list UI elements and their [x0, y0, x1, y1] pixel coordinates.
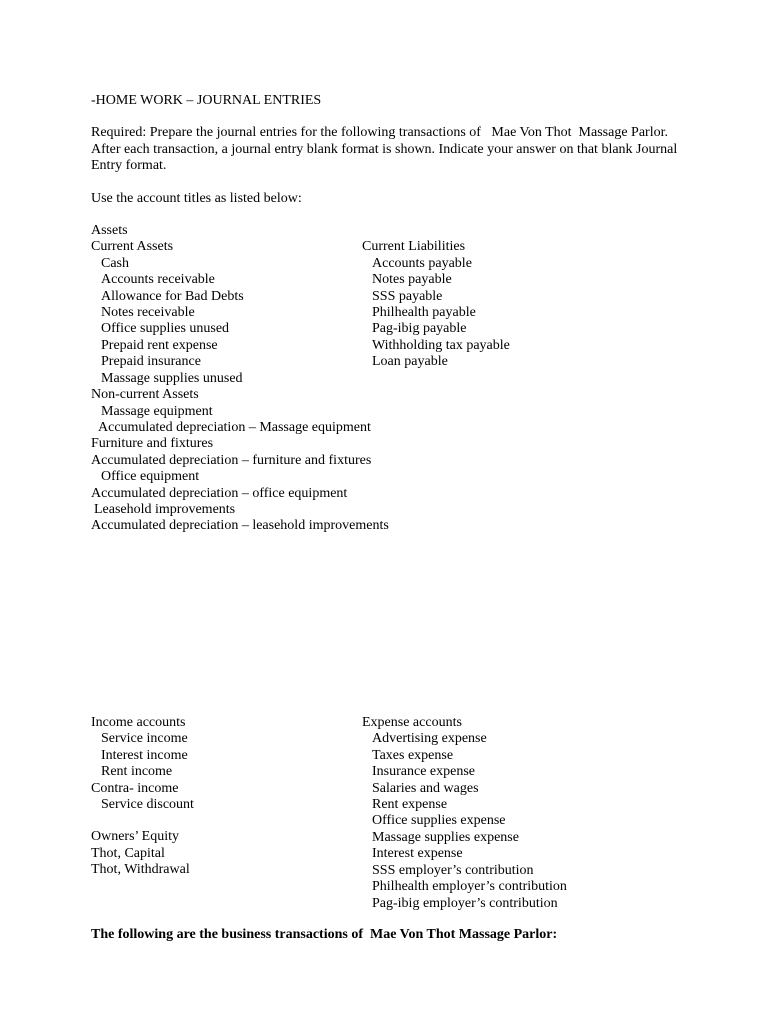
- document-page: [91, 93, 711, 943]
- account-item: Interest income: [101, 747, 188, 763]
- account-item: Philhealth employer’s contribution: [372, 879, 567, 895]
- account-item: SSS employer’s contribution: [372, 862, 534, 878]
- requirement-line: Required: Prepare the journal entries for the following transactions of Mae Von Thot Massage Parlor.: [91, 125, 668, 141]
- account-item: SSS payable: [372, 288, 443, 304]
- account-item: Taxes expense: [372, 747, 454, 763]
- assets-title: Assets: [91, 223, 128, 239]
- account-item: Insurance expense: [372, 764, 476, 780]
- account-item: Accumulated depreciation – office equipment: [91, 485, 348, 501]
- account-item: Loan payable: [372, 354, 448, 370]
- account-item: Salaries and wages: [372, 780, 479, 796]
- account-item: Interest expense: [372, 846, 463, 862]
- account-item: Withholding tax payable: [372, 337, 510, 353]
- account-item: Office equipment: [101, 469, 200, 485]
- account-item: Office supplies expense: [372, 813, 506, 829]
- account-item: Accumulated depreciation – leasehold improvements: [91, 518, 389, 534]
- liabilities-column: [362, 239, 642, 370]
- expense-accounts-title: Expense accounts: [362, 715, 462, 731]
- owners-equity-title: Owners’ Equity: [91, 829, 179, 845]
- account-item: Philhealth payable: [372, 305, 476, 321]
- account-item: Service income: [101, 731, 188, 747]
- account-item: Advertising expense: [372, 731, 487, 747]
- requirement-line: Entry format.: [91, 158, 167, 174]
- account-item: Massage equipment: [101, 403, 213, 419]
- account-item: Cash: [101, 255, 129, 271]
- noncurrent-assets-title: Non-current Assets: [91, 387, 199, 403]
- income-accounts-title: Income accounts: [91, 715, 186, 731]
- assets-column: [91, 223, 389, 535]
- page-title: -HOME WORK – JOURNAL ENTRIES: [91, 93, 322, 108]
- account-item: Accumulated depreciation – furniture and fixtures: [91, 452, 372, 468]
- account-item: Rent expense: [372, 797, 448, 813]
- account-item: Pag-ibig employer’s contribution: [372, 895, 558, 911]
- current-liabilities-title: Current Liabilities: [362, 239, 466, 255]
- account-item: Office supplies unused: [101, 321, 230, 337]
- account-item: Pag-ibig payable: [372, 321, 467, 337]
- assets-liabilities-section: [91, 223, 711, 715]
- account-item: Notes payable: [372, 272, 452, 288]
- account-item: Prepaid insurance: [101, 354, 201, 370]
- income-equity-column: [91, 715, 371, 879]
- account-item: Leasehold improvements: [94, 501, 236, 517]
- contra-income-title: Contra- income: [91, 780, 179, 796]
- account-item: Accounts receivable: [101, 272, 215, 288]
- transactions-heading: The following are the business transactions of Mae Von Thot Massage Parlor:: [91, 927, 558, 943]
- account-item: Massage supplies unused: [101, 370, 243, 386]
- account-item: Accumulated depreciation – Massage equipment: [98, 419, 371, 435]
- instruction-text: Use the account titles as listed below:: [91, 190, 302, 206]
- account-item: Rent income: [101, 764, 173, 780]
- account-item: Allowance for Bad Debts: [101, 288, 244, 304]
- requirement-line: After each transaction, a journal entry blank format is shown. Indicate your answer on that blank Journal: [91, 141, 678, 157]
- current-assets-title: Current Assets: [91, 239, 174, 255]
- expense-column: [362, 715, 642, 912]
- account-item: Furniture and fixtures: [91, 436, 214, 452]
- account-item: Notes receivable: [101, 305, 195, 321]
- income-expense-section: [91, 715, 711, 927]
- account-item: Thot, Capital: [91, 845, 165, 861]
- account-item: Service discount: [101, 797, 194, 813]
- account-item: Prepaid rent expense: [101, 337, 218, 353]
- account-item: Massage supplies expense: [372, 829, 519, 845]
- account-item: Thot, Withdrawal: [91, 862, 190, 878]
- requirement-paragraph: [91, 125, 691, 174]
- account-item: Accounts payable: [372, 255, 472, 271]
